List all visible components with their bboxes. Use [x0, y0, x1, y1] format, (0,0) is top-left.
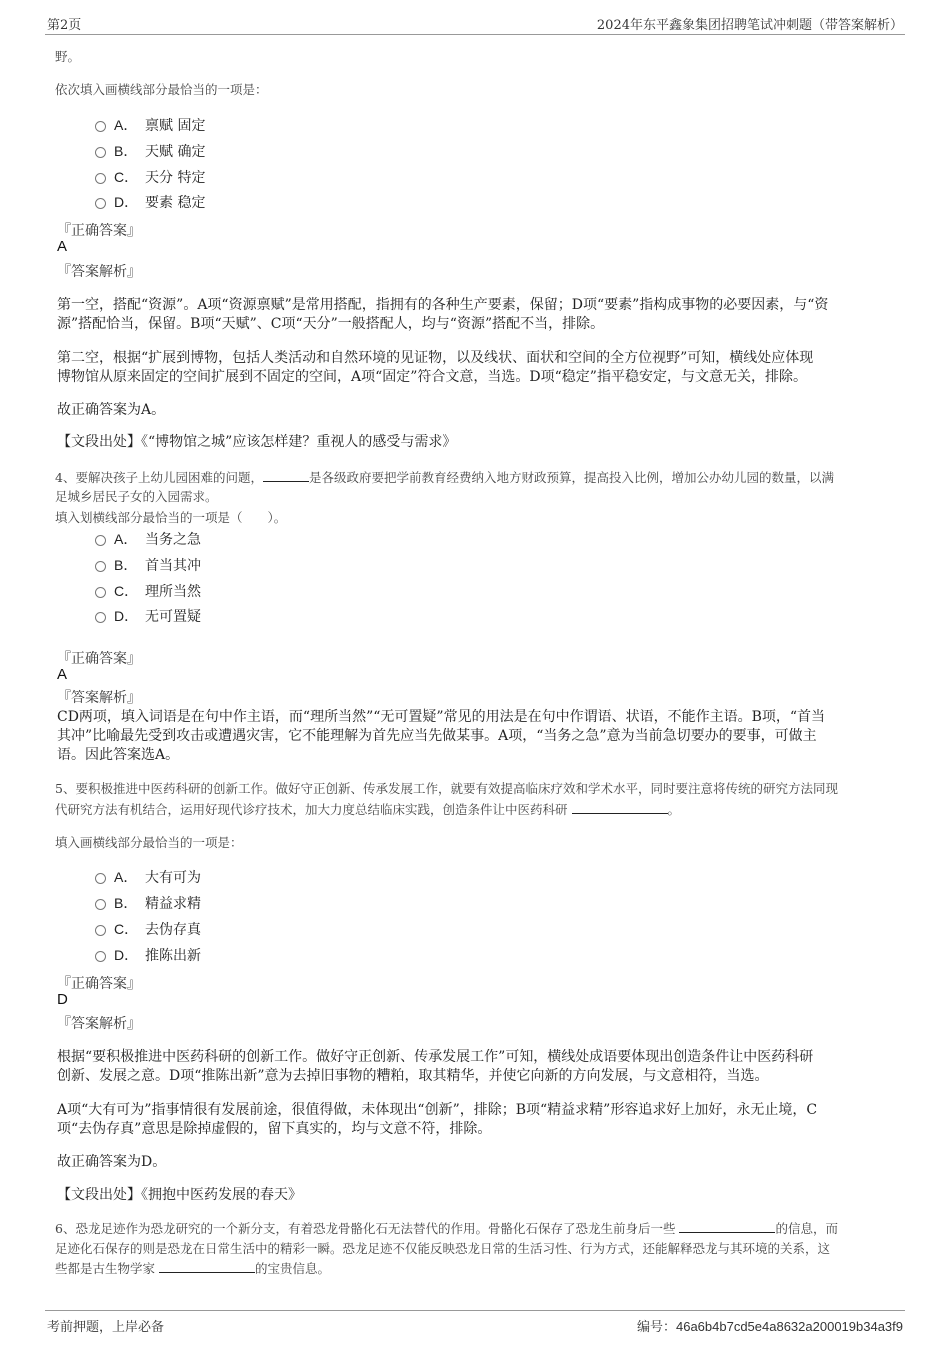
- stem-text: 代研究方法有机结合，运用好现代诊疗技术，加大力度总结临床实践，创造条件让中医药科研: [55, 802, 568, 817]
- question-tail: 野。: [55, 49, 81, 64]
- radio-button[interactable]: [95, 587, 106, 598]
- analysis-conclusion: 故正确答案为D。: [57, 1154, 167, 1170]
- question-prompt: 填入画横线部分最恰当的一项是：: [55, 835, 243, 850]
- option-text: 推陈出新: [145, 948, 201, 964]
- radio-button[interactable]: [95, 612, 106, 623]
- option-label: A．: [114, 869, 138, 885]
- option-text: 精益求精: [145, 896, 201, 912]
- option-text: 理所当然: [145, 584, 201, 600]
- answer-title: 『正确答案』: [57, 976, 141, 992]
- radio-button[interactable]: [95, 147, 106, 158]
- option-label: A．: [114, 117, 138, 133]
- stem-text: 。: [667, 802, 681, 817]
- analysis-title: 『答案解析』: [57, 264, 141, 280]
- question-prompt: 填入划横线部分最恰当的一项是（ ）。: [55, 510, 287, 525]
- option-label: C．: [114, 169, 139, 185]
- stem-text: 4、要解决孩子上幼儿园困难的问题，: [55, 470, 263, 485]
- question-stem-line: 足城乡居民子女的入园需求。: [55, 489, 218, 504]
- blank-line: [159, 1272, 255, 1273]
- option-text: 禀赋 固定: [145, 118, 206, 134]
- radio-button[interactable]: [95, 535, 106, 546]
- footer-slogan: 考前押题，上岸必备: [47, 1320, 165, 1335]
- page-footer: [45, 1310, 905, 1337]
- question-prompt: 依次填入画横线部分最恰当的一项是：: [55, 82, 268, 97]
- answer-title: 『正确答案』: [57, 223, 141, 239]
- question-stem-line: 足迹化石保存的则是恐龙在日常生活中的精彩一瞬。恐龙足迹不仅能反映恐龙日常的生活习性、行为方式，还能解释恐龙与其环境的关系，这: [55, 1241, 831, 1256]
- question-stem: [55, 468, 834, 486]
- option-text: 无可置疑: [145, 609, 201, 625]
- option-text: 首当其冲: [145, 558, 201, 574]
- analysis-line: 第二空，根据“扩展到博物，包括人类活动和自然环境的见证物，以及线状、面状和空间的全方位视野”可知，横线处应体现: [57, 350, 814, 366]
- page-number: 第2页: [47, 18, 82, 33]
- analysis-title: 『答案解析』: [57, 690, 141, 706]
- analysis-line: 根据“要积极推进中医药科研的创新工作。做好守正创新、传承发展工作”可知，横线处成语要体现出创造条件让中医药科研: [57, 1049, 814, 1065]
- analysis-title: 『答案解析』: [57, 1016, 141, 1032]
- analysis-line: A项“大有可为”指事情很有发展前途，很值得做，未体现出“创新”，排除；B项“精益求精”形容追求好上加好，永无止境，C: [57, 1102, 818, 1118]
- radio-button[interactable]: [95, 121, 106, 132]
- question-stem: [55, 800, 680, 818]
- option-text: 要素 稳定: [145, 195, 206, 211]
- radio-button[interactable]: [95, 951, 106, 962]
- option-label: B．: [114, 895, 138, 911]
- option-text: 去伪存真: [145, 922, 201, 938]
- analysis-line: 项“去伪存真”意思是除掉虚假的，留下真实的，均与文意不符，排除。: [57, 1121, 492, 1137]
- stem-text: 是各级政府要把学前教育经费纳入地方财政预算，提高投入比例，增加公办幼儿园的数量，以满: [308, 470, 834, 485]
- radio-button[interactable]: [95, 899, 106, 910]
- question-stem: [55, 1219, 838, 1237]
- option-label: B．: [114, 143, 138, 159]
- document-title: 2024年东平鑫象集团招聘笔试冲刺题（带答案解析）: [596, 18, 903, 33]
- analysis-line: 语。因此答案选A。: [57, 747, 180, 763]
- option-label: C．: [114, 921, 139, 937]
- option-text: 当务之急: [145, 532, 201, 548]
- blank-line: [679, 1232, 775, 1233]
- question-stem: [55, 1259, 330, 1277]
- source-citation: 【文段出处】《拥抱中医药发展的春天》: [57, 1187, 302, 1203]
- blank-line: [572, 813, 668, 814]
- option-text: 大有可为: [145, 870, 201, 886]
- analysis-line: 第一空，搭配“资源”。A项“资源禀赋”是常用搭配，指拥有的各种生产要素，保留；D项“要素”指构成事物的必要因素，与“资: [57, 297, 829, 313]
- analysis-line: 创新、发展之意。D项“推陈出新”意为去掉旧事物的糟粕，取其精华，并使它向新的方向发展，与文意相符，当选。: [57, 1068, 769, 1084]
- option-text: 天赋 确定: [145, 144, 206, 160]
- answer-value: D: [57, 991, 68, 1008]
- source-citation: 【文段出处】《“博物馆之城”应该怎样建？重视人的感受与需求》: [57, 434, 457, 450]
- analysis-conclusion: 故正确答案为A。: [57, 402, 166, 418]
- option-label: C．: [114, 583, 139, 599]
- page-header: [45, 12, 905, 35]
- radio-button[interactable]: [95, 173, 106, 184]
- option-label: B．: [114, 557, 138, 573]
- answer-value: A: [57, 238, 68, 255]
- stem-text: 6、恐龙足迹作为恐龙研究的一个新分支，有着恐龙骨骼化石无法替代的作用。骨骼化石保存了恐龙生前身后一些: [55, 1221, 676, 1236]
- option-label: D．: [114, 608, 139, 624]
- analysis-line: CD两项，填入词语是在句中作主语，而“理所当然”“无可置疑”常见的用法是在句中作谓语、状语，不能作主语。B项，“首当: [57, 709, 826, 725]
- stem-text: 的宝贵信息。: [255, 1261, 331, 1276]
- stem-text: 些都是古生物学家: [55, 1261, 156, 1276]
- option-text: 天分 特定: [145, 170, 206, 186]
- radio-button[interactable]: [95, 873, 106, 884]
- answer-title: 『正确答案』: [57, 651, 141, 667]
- analysis-line: 源”搭配恰当，保留。B项“天赋”、C项“天分”一般搭配人，均与“资源”搭配不当，排除。: [57, 316, 605, 332]
- stem-text: 的信息，而: [775, 1221, 838, 1236]
- option-label: A．: [114, 531, 138, 547]
- analysis-line: 博物馆从原来固定的空间扩展到不固定的空间，A项“固定”符合文意，当选。D项“稳定”指平稳安定，与文意无关，排除。: [57, 369, 807, 385]
- radio-button[interactable]: [95, 925, 106, 936]
- option-label: D．: [114, 194, 139, 210]
- document-id: 编号：46a6b4b7cd5e4a8632a200019b34a3f9: [636, 1319, 903, 1334]
- option-label: D．: [114, 947, 139, 963]
- blank-line: [263, 481, 309, 482]
- radio-button[interactable]: [95, 198, 106, 209]
- radio-button[interactable]: [95, 561, 106, 572]
- question-stem-line: 5、要积极推进中医药科研的创新工作。做好守正创新、传承发展工作，就要有效提高临床疗效和学术水平，同时要注意将传统的研究方法同现: [55, 781, 838, 796]
- answer-value: A: [57, 666, 68, 683]
- analysis-line: 其冲”比喻最先受到攻击或遭遇灾害，它不能理解为首先应当先做某事。A项，“当务之急”意为当前急切要办的要事，可做主: [57, 728, 817, 744]
